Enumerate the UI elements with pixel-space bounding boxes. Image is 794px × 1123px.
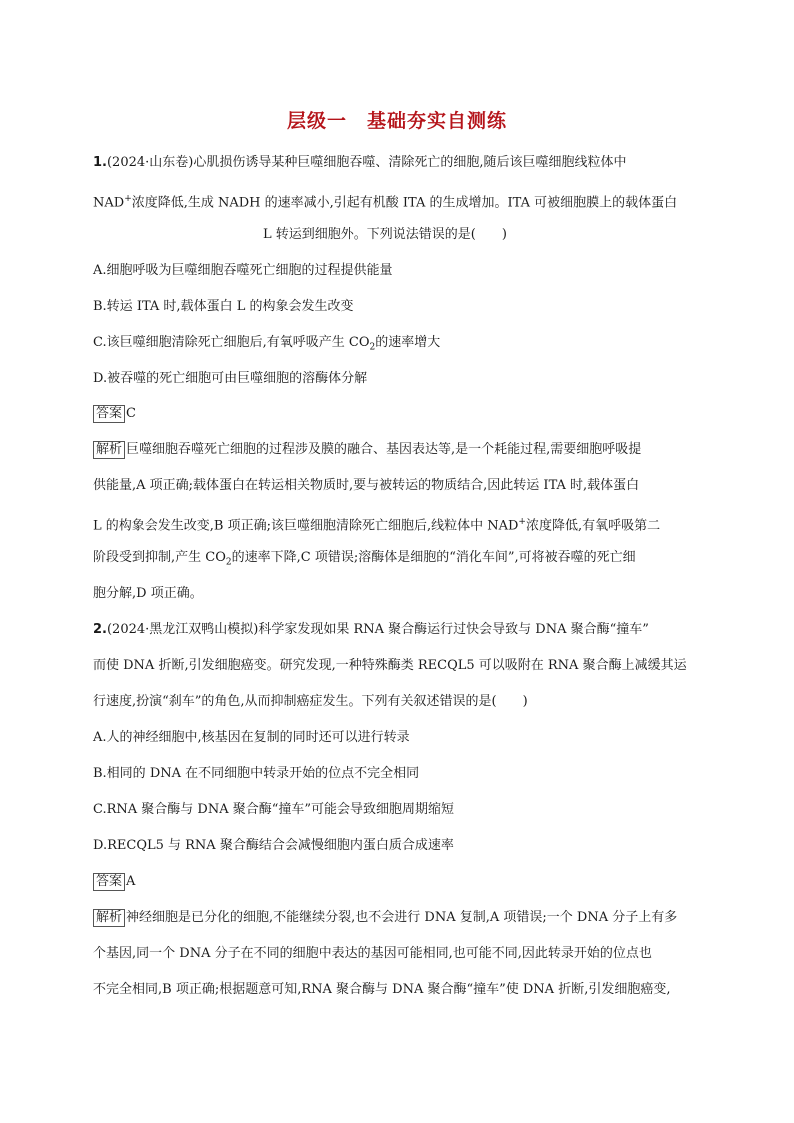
q1-number: 1. xyxy=(93,155,107,170)
q2-answer xyxy=(93,872,713,892)
q1-analysis-line2: 供能量,A 项正确;载体蛋白在转运相关物质时,要与被转运的物质结合,因此转运 ITA 时,载体蛋白 xyxy=(93,478,640,493)
q2-stem-line3: 行速度,扮演“刹车”的角色,从而抑制癌症发生。下列有关叙述错误的是( ) xyxy=(93,694,528,709)
q1-analysis-line1: 解析 巨噬细胞吞噬死亡细胞的过程涉及膜的融合、基因表达等,是一个耗能过程,需要细胞呼吸提 xyxy=(93,440,713,460)
q2-option-d: D.RECQL5 与 RNA 聚合酶结合会减慢细胞内蛋白质合成速率 xyxy=(93,838,454,853)
q1-option-c: C.该巨噬细胞清除死亡细胞后,有氧呼吸产生 $CO_2$的速率增大 xyxy=(93,335,441,353)
analysis-label: 解析 xyxy=(93,441,125,459)
answer-label: 答案 xyxy=(93,873,125,891)
answer-value: A xyxy=(126,874,136,889)
q2-stem-line2: 而使 DNA 折断,引发细胞癌变。研究发现,一种特殊酶类 RECQL5 可以吸附在 RNA 聚合酶上减缓其运 xyxy=(93,658,687,673)
q1-option-b: B.转运 ITA 时,载体蛋白 L 的构象会发生改变 xyxy=(93,299,354,314)
q1-stem-line1: 1.(2024·山东卷)心肌损伤诱导某种巨噬细胞吞噬、清除死亡的细胞,随后该巨噬细胞线粒体中 xyxy=(93,155,627,170)
answer-label: 答案 xyxy=(93,405,125,423)
q1-analysis-line3: L 的构象会发生改变,B 项正确;该巨噬细胞清除死亡细胞后,线粒体中 NAD+浓度降低,有氧呼吸第二 xyxy=(93,517,661,534)
q1-stem-line3: L 转运到细胞外。下列说法错误的是( ) xyxy=(263,227,507,242)
q1-stem-line2: NAD+浓度降低,生成 NADH 的速率减小,引起有机酸 ITA 的生成增加。ITA 可被细胞膜上的载体蛋白 xyxy=(93,194,678,211)
q2-option-a: A.人的神经细胞中,核基因在复制的同时还可以进行转录 xyxy=(93,730,410,745)
q2-number: 2. xyxy=(93,622,107,637)
q2-analysis-line2: 个基因,同一个 DNA 分子在不同的细胞中表达的基因可能相同,也可能不同,因此转录开始的位点也 xyxy=(93,946,652,961)
q1-option-d: D.被吞噬的死亡细胞可由巨噬细胞的溶酶体分解 xyxy=(93,371,368,386)
answer-value: C xyxy=(126,406,136,421)
q2-analysis-line3: 不完全相同,B 项正确;根据题意可知,RNA 聚合酶与 DNA 聚合酶“撞车”使 DNA 折断,引发细胞癌变, xyxy=(93,982,671,997)
section-title: 层级一 基础夯实自测练 xyxy=(286,110,507,132)
q2-option-b: B.相同的 DNA 在不同细胞中转录开始的位点不完全相同 xyxy=(93,766,420,781)
q1-option-a: A.细胞呼吸为巨噬细胞吞噬死亡细胞的过程提供能量 xyxy=(93,263,393,278)
q2-stem-line1: 2.(2024·黑龙江双鸭山模拟)科学家发现如果 RNA 聚合酶运行过快会导致与 DNA 聚合酶“撞车” xyxy=(93,622,649,637)
q2-option-c: C.RNA 聚合酶与 DNA 聚合酶“撞车”可能会导致细胞周期缩短 xyxy=(93,802,455,817)
q1-analysis-line5: 胞分解,D 项正确。 xyxy=(93,586,203,601)
q1-analysis-line4: 阶段受到抑制,产生 $CO_2$的速率下降,C 项错误;溶酶体是细胞的“消化车间”,可将被吞噬的死亡细 xyxy=(93,550,636,568)
analysis-label: 解析 xyxy=(93,909,125,927)
q1-answer xyxy=(93,404,713,424)
q2-analysis-line1: 解析 神经细胞是已分化的细胞,不能继续分裂,也不会进行 DNA 复制,A 项错误;一个 DNA 分子上有多 xyxy=(93,908,713,928)
